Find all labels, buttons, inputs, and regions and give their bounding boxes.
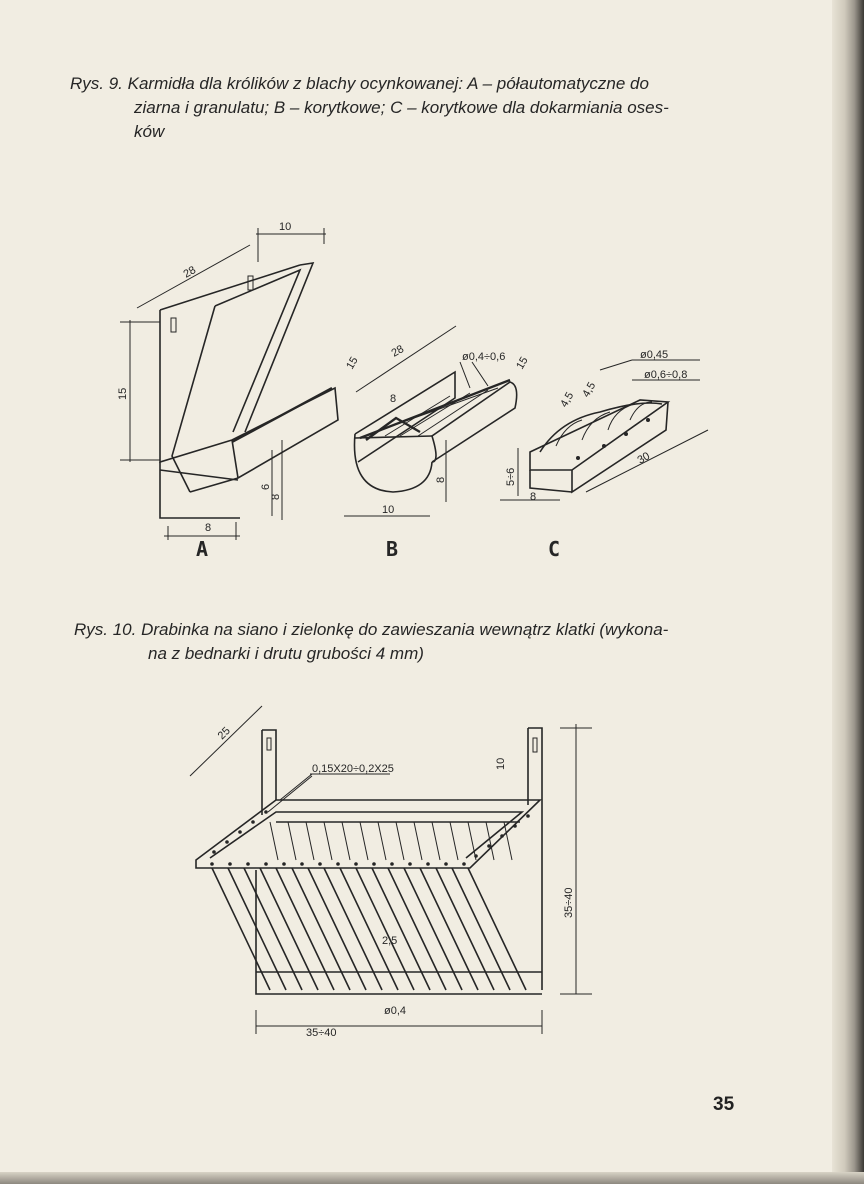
feeder-a-dim-height: 15 — [117, 387, 129, 400]
rack-bar — [212, 868, 270, 990]
hay-rack-right-hook — [528, 728, 542, 990]
rack-back-bar — [432, 822, 440, 860]
feeder-c-dim-s1: 4,5 — [558, 390, 577, 410]
rack-rivet — [487, 844, 491, 848]
rack-dim-width: 35÷40 — [306, 1027, 337, 1039]
feeder-b-dim-diag: 28 — [389, 343, 407, 360]
rack-dim-height: 35÷40 — [563, 887, 575, 918]
feeder-a-dim-top: 10 — [279, 221, 292, 233]
feeder-b-dim-width: 10 — [382, 504, 395, 516]
rack-rivet — [264, 810, 268, 814]
feeder-b-dim-wire: ø0,4÷0,6 — [462, 351, 506, 363]
rack-rivet — [264, 862, 268, 866]
feeder-a-dim-side2: 8 — [270, 493, 282, 500]
feeder-c-dim-h: 5÷6 — [505, 467, 517, 486]
feeder-b-dim-right: 15 — [514, 354, 531, 372]
rack-rivet — [500, 834, 504, 838]
rack-rivet — [300, 862, 304, 866]
rack-rivet — [462, 862, 466, 866]
rack-back-bar — [324, 822, 332, 860]
rack-rivet — [372, 862, 376, 866]
rack-back-bar — [468, 822, 476, 860]
rack-back-bar — [342, 822, 350, 860]
rack-back-bar — [288, 822, 296, 860]
rack-back-bar — [396, 822, 404, 860]
rack-rivet — [318, 862, 322, 866]
rack-rivet — [354, 862, 358, 866]
rack-rivet — [336, 862, 340, 866]
feeder-b-dim-height: 8 — [435, 476, 447, 483]
feeder-b-dim-left: 15 — [344, 354, 361, 372]
rack-rivet — [426, 862, 430, 866]
feeder-c-dim-d1: ø0,45 — [640, 349, 669, 361]
figure-9-caption-line-2: ziarna i granulatu; B – korytkowe; C – korytkowe dla dokarmiania oses- — [134, 98, 669, 117]
feeder-b-dim-inner: 8 — [390, 393, 397, 405]
feeder-c-label: C — [548, 537, 561, 561]
figure-9-caption-line-3: ków — [134, 122, 165, 141]
figure-9-caption-line-1: Rys. 9. Karmidła dla królików z blachy ocynkowanej: A – półautomatyczne do — [70, 74, 649, 93]
figure-10-caption-line-1: Rys. 10. Drabinka na siano i zielonkę do zawieszania wewnątrz klatki (wykona- — [74, 620, 669, 639]
rack-back-bar — [270, 822, 278, 860]
rack-back-bar — [306, 822, 314, 860]
feeder-a-dim-base: 8 — [205, 522, 212, 534]
rack-rivet — [246, 862, 250, 866]
feeder-c-dim-w: 8 — [530, 491, 537, 503]
feeder-c-dim-s2: 4,5 — [580, 380, 599, 400]
rack-back-bar — [414, 822, 422, 860]
rack-rivet — [390, 862, 394, 866]
rack-rivet — [238, 830, 242, 834]
rack-rivet — [212, 850, 216, 854]
rack-rivet — [282, 862, 286, 866]
rack-back-bar — [360, 822, 368, 860]
rack-rivet — [408, 862, 412, 866]
feeder-a-dim-diag: 28 — [181, 264, 199, 281]
feeder-c-dim-d2: ø0,6÷0,8 — [644, 369, 688, 381]
feeder-c-dim-len: 30 — [635, 450, 653, 467]
rack-rivet — [513, 824, 517, 828]
rack-dim-hook: 10 — [495, 757, 507, 770]
rack-rivet — [444, 862, 448, 866]
rack-rivet — [225, 840, 229, 844]
rack-dim-spacing: 2,5 — [382, 935, 398, 947]
rack-dim-diag: 25 — [215, 724, 233, 743]
feeder-a-dim-side1: 6 — [260, 483, 272, 490]
rack-dim-strip: 0,15X20÷0,2X25 — [312, 763, 394, 775]
rack-rivet — [474, 854, 478, 858]
rack-back-bar — [450, 822, 458, 860]
hay-rack — [190, 706, 592, 1039]
feeder-b-label: B — [386, 537, 399, 561]
rack-rivet — [526, 814, 530, 818]
rack-back-bar — [378, 822, 386, 860]
feeder-a-label: A — [196, 537, 209, 561]
rack-rivet — [251, 820, 255, 824]
figure-10-caption-line-2: na z bednarki i drutu grubości 4 mm) — [148, 644, 424, 663]
page-number: 35 — [713, 1094, 735, 1115]
rack-rivet — [210, 862, 214, 866]
rack-dim-wire: ø0,4 — [384, 1005, 407, 1017]
rack-rivet — [228, 862, 232, 866]
